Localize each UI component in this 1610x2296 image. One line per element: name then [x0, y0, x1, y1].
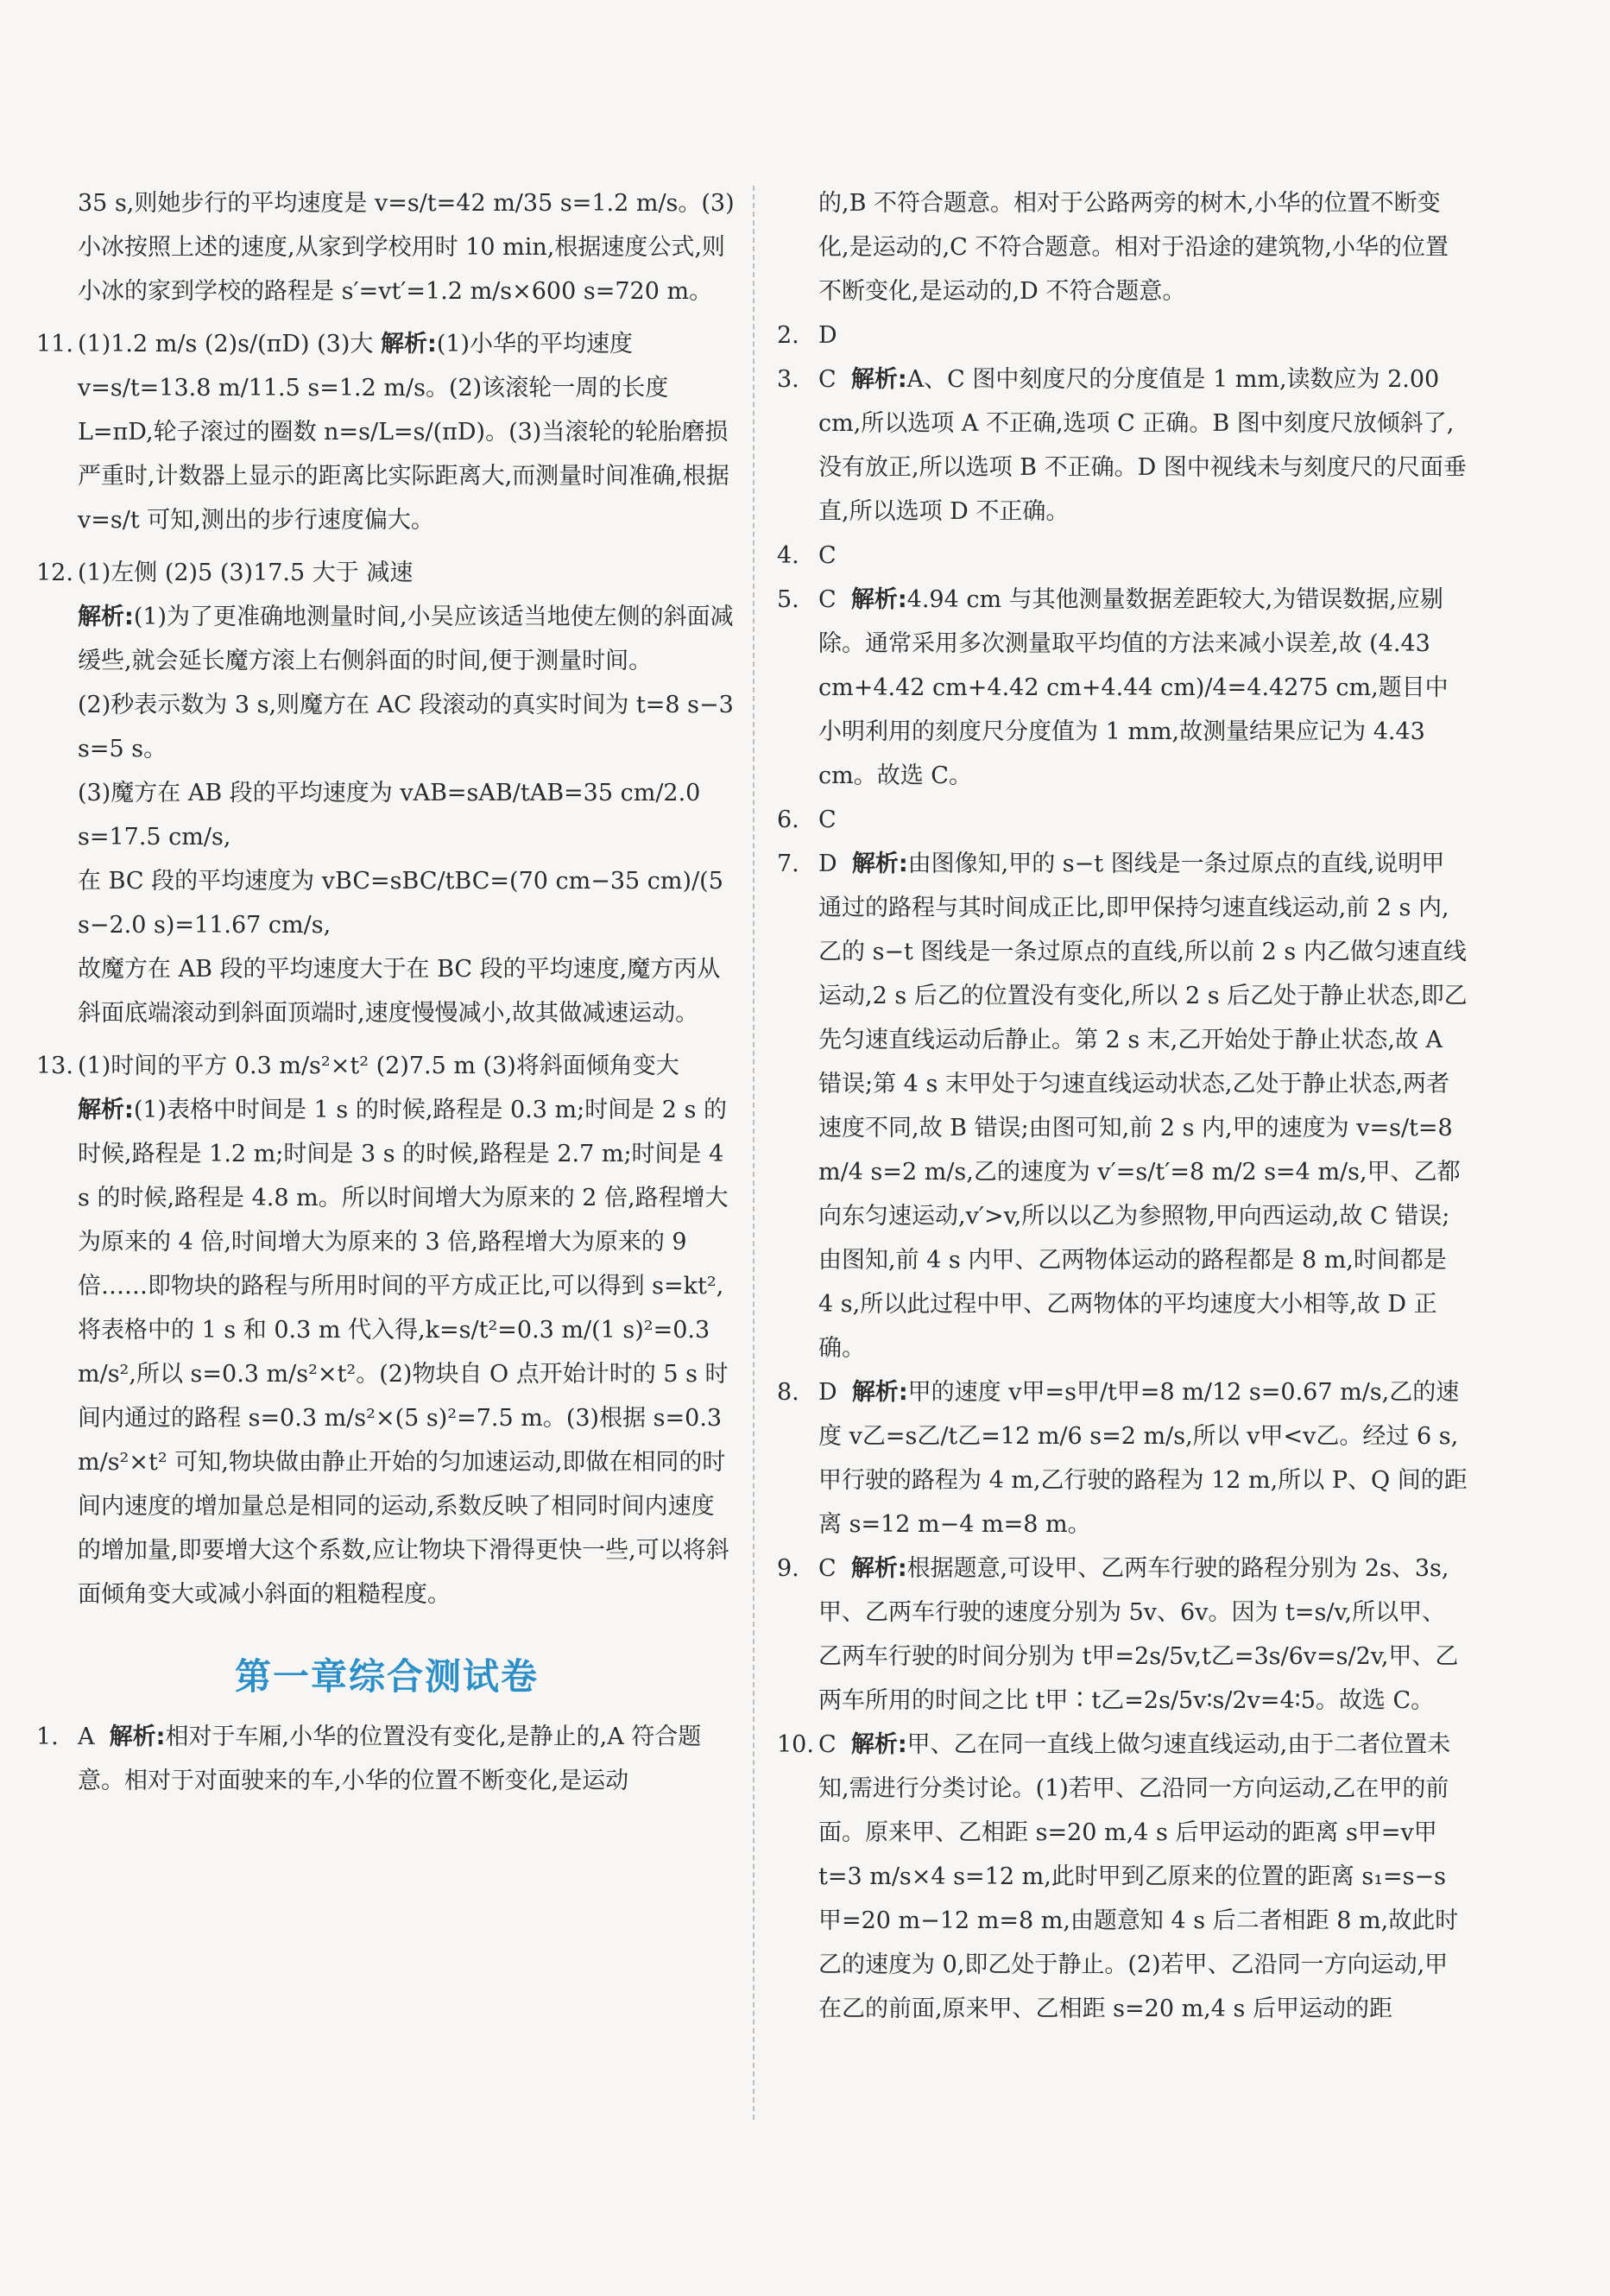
analysis-text: (1)表格中时间是 1 s 的时候,路程是 0.3 m;时间是 2 s 的时候,路程是 1.2 m;时间是 3 s 的时候,路程是 2.7 m;时间是 4 s 的时候,路程是 4.8 m。所以时间增大为原来的 2 倍,路程增大为原来的 4 倍,时间增大为原来的 3 倍,路程增大为原来的 9 倍……即物块的路程与所用时间的平方成正比,可以得到 s=kt²,将表格中的 1 s 和 0.3 m 代入得,k=s/t²=0.3 m/(1 s)²=0.3 m/s²,所以 s=0.3 m/s²×t²。(2)物块自 O 点开始计时的 5 s 时间内通过的路程 s=0.3 m/s²×(5 s)²=7.5 m。(3)根据 s=0.3 m/s²×t² 可知,物块做由静止开始的匀加速运动,即做在相同的时间内速度的增加量总是相同的运动,系数反映了相同时间内速度的增加量,即要增大这个系数,应让物块下滑得更快一些,可以将斜面倾角变大或减小斜面的粗糙程度。	[78, 1097, 729, 1608]
q12-analysis-3: (3)魔方在 AB 段的平均速度为 vAB=sAB/tAB=35 cm/2.0 s=17.5 cm/s,	[78, 780, 701, 851]
question-number: 9.	[777, 1555, 799, 1582]
q12-analysis-4: 在 BC 段的平均速度为 vBC=sBC/tBC=(70 cm−35 cm)/(5 s−2.0 s)=11.67 cm/s,	[78, 868, 723, 939]
question-11	[36, 322, 737, 542]
test-question-4	[777, 534, 1468, 578]
test-question-9	[777, 1546, 1468, 1723]
analysis-text: 相对于车厢,小华的位置没有变化,是静止的,A 符合题意。相对于对面驶来的车,小华的位置不断变化,是运动	[78, 1724, 702, 1794]
analysis-label: 解析:	[851, 1379, 908, 1406]
question-number: 4.	[777, 542, 799, 569]
q12-analysis-2: (2)秒表示数为 3 s,则魔方在 AC 段滚动的真实时间为 t=8 s−3 s=5 s。	[78, 692, 734, 762]
analysis-label: 解析:	[850, 586, 907, 613]
q10-continuation: 35 s,则她步行的平均速度是 v=s/t=42 m/35 s=1.2 m/s。(3)小冰按照上述的速度,从家到学校用时 10 min,根据速度公式,则小冰的家到学校的路程是 s′=vt′=1.2 m/s×600 s=720 m。	[78, 190, 735, 305]
answer-text: (1)时间的平方 0.3 m/s²×t² (2)7.5 m (3)将斜面倾角变大	[78, 1053, 679, 1079]
answer-text: A	[78, 1724, 95, 1750]
test-question-2	[777, 313, 1468, 357]
question-number: 10.	[777, 1731, 814, 1758]
q13-analysis	[36, 1088, 737, 1616]
answer-text: C	[818, 1731, 837, 1758]
test-question-5	[777, 578, 1468, 798]
answer-text: D	[818, 322, 837, 349]
question-number: 11.	[36, 331, 73, 357]
answer-text: C	[818, 806, 837, 833]
answer-text: (1)1.2 m/s (2)s/(πD) (3)大	[78, 331, 374, 357]
right-column	[777, 181, 1468, 2031]
analysis-label: 解析:	[78, 604, 134, 630]
q1-continuation: 的,B 不符合题意。相对于公路两旁的树木,小华的位置不断变化,是运动的,C 不符合题意。相对于沿途的建筑物,小华的位置不断变化,是运动的,D 不符合题意。	[818, 190, 1449, 305]
analysis-text: 甲的速度 v甲=s甲/t甲=8 m/12 s=0.67 m/s,乙的速度 v乙=s乙/t乙=12 m/6 s=2 m/s,所以 v甲<v乙。经过 6 s,甲行驶的路程为 4 m,乙行驶的路程为 12 m,所以 P、Q 间的距离 s=12 m−4 m=8 m。	[818, 1379, 1468, 1538]
question-number: 6.	[777, 806, 799, 833]
test-question-10	[777, 1723, 1468, 2031]
analysis-label: 解析:	[109, 1724, 166, 1750]
answer-text: C	[818, 542, 837, 569]
analysis-label: 解析:	[850, 1731, 907, 1758]
question-number: 13.	[36, 1053, 73, 1079]
answer-text: C	[818, 586, 837, 613]
test-question-1	[36, 1715, 737, 1803]
question-number: 8.	[777, 1379, 799, 1406]
question-number: 7.	[777, 851, 799, 877]
question-number: 5.	[777, 586, 799, 613]
question-number: 12.	[36, 560, 73, 586]
analysis-label: 解析:	[850, 1555, 907, 1582]
left-column	[36, 181, 737, 1803]
question-13	[36, 1044, 737, 1088]
question-12	[36, 551, 737, 595]
question-number: 1.	[36, 1724, 59, 1750]
q12-analysis-1	[36, 595, 737, 683]
analysis-label: 解析:	[851, 851, 908, 877]
analysis-label: 解析:	[850, 366, 907, 393]
question-number: 3.	[777, 366, 799, 393]
answer-text: C	[818, 366, 837, 393]
answer-text: C	[818, 1555, 837, 1582]
section-title: 第一章综合测试卷	[234, 1655, 539, 1698]
analysis-label: 解析:	[381, 331, 437, 357]
analysis-text: 甲、乙在同一直线上做匀速直线运动,由于二者位置未知,需进行分类讨论。(1)若甲、乙沿同一方向运动,乙在甲的前面。原来甲、乙相距 s=20 m,4 s 后甲运动的距离 s甲=v甲t=3 m/s×4 s=12 m,此时甲到乙原来的位置的距离 s₁=s−s甲=20 m−12 m=8 m,由题意知 4 s 后二者相距 8 m,故此时乙的速度为 0,即乙处于静止。(2)若甲、乙沿同一方向运动,甲在乙的前面,原来甲、乙相距 s=20 m,4 s 后甲运动的距	[818, 1731, 1459, 2022]
analysis-text: 由图像知,甲的 s−t 图线是一条过原点的直线,说明甲通过的路程与其时间成正比,即甲保持匀速直线运动,前 2 s 内,乙的 s−t 图线是一条过原点的直线,所以前 2 s 内乙做匀速直线运动,2 s 后乙的位置没有变化,所以 2 s 后乙处于静止状态,即乙先匀速直线运动后静止。第 2 s 末,乙开始处于静止状态,故 A 错误;第 4 s 末甲处于匀速直线运动状态,乙处于静止状态,两者速度不同,故 B 错误;由图可知,前 2 s 内,甲的速度为 v=s/t=8 m/4 s=2 m/s,乙的速度为 v′=s/t′=8 m/2 s=4 m/s,甲、乙都向东匀速运动,v′>v,所以以乙为参照物,甲向西运动,故 C 错误;由图知,前 4 s 内甲、乙两物体运动的路程都是 8 m,时间都是 4 s,所以此过程中甲、乙两物体的平均速度大小相等,故 D 正确。	[818, 851, 1468, 1362]
column-divider	[753, 186, 754, 2120]
answer-text: (1)左侧 (2)5 (3)17.5 大于 减速	[78, 560, 414, 586]
analysis-text: (1)为了更准确地测量时间,小吴应该适当地使左侧的斜面减缓些,就会延长魔方滚上右侧斜面的时间,便于测量时间。	[78, 604, 734, 674]
test-question-8	[777, 1370, 1468, 1546]
test-question-7	[777, 842, 1468, 1370]
test-question-6	[777, 798, 1468, 842]
answer-text: D	[818, 1379, 837, 1406]
q12-analysis-5: 故魔方在 AB 段的平均速度大于在 BC 段的平均速度,魔方丙从斜面底端滚动到斜面顶端时,速度慢慢减小,故其做减速运动。	[78, 956, 721, 1027]
analysis-text: 4.94 cm 与其他测量数据差距较大,为错误数据,应剔除。通常采用多次测量取平均值的方法来减小误差,故 (4.43 cm+4.42 cm+4.42 cm+4.44 cm)/4=4.4275 cm,题目中小明利用的刻度尺分度值为 1 mm,故测量结果应记为 4.43 cm。故选 C。	[818, 586, 1449, 789]
analysis-text: 根据题意,可设甲、乙两车行驶的路程分别为 2s、3s,甲、乙两车行驶的速度分别为 5v、6v。因为 t=s/v,所以甲、乙两车行驶的时间分别为 t甲=2s/5v,t乙=3s/6v=s/2v,甲、乙两车所用的时间之比 t甲∶t乙=2s/5v∶s/2v=4∶5。故选 C。	[818, 1555, 1459, 1714]
analysis-text: A、C 图中刻度尺的分度值是 1 mm,读数应为 2.00 cm,所以选项 A 不正确,选项 C 正确。B 图中刻度尺放倾斜了,没有放正,所以选项 B 不正确。D 图中视线未与刻度尺的尺面垂直,所以选项 D 不正确。	[818, 366, 1467, 525]
analysis-label: 解析:	[78, 1097, 134, 1123]
analysis-text: (1)小华的平均速度 v=s/t=13.8 m/11.5 s=1.2 m/s。(2)该滚轮一周的长度 L=πD,轮子滚过的圈数 n=s/L=s/(πD)。(3)当滚轮的轮胎磨损严重时,计数器上显示的距离比实际距离大,而测量时间准确,根据 v=s/t 可知,测出的步行速度偏大。	[78, 331, 729, 534]
question-number: 2.	[777, 322, 799, 349]
test-question-3	[777, 357, 1468, 534]
answer-text: D	[818, 851, 837, 877]
